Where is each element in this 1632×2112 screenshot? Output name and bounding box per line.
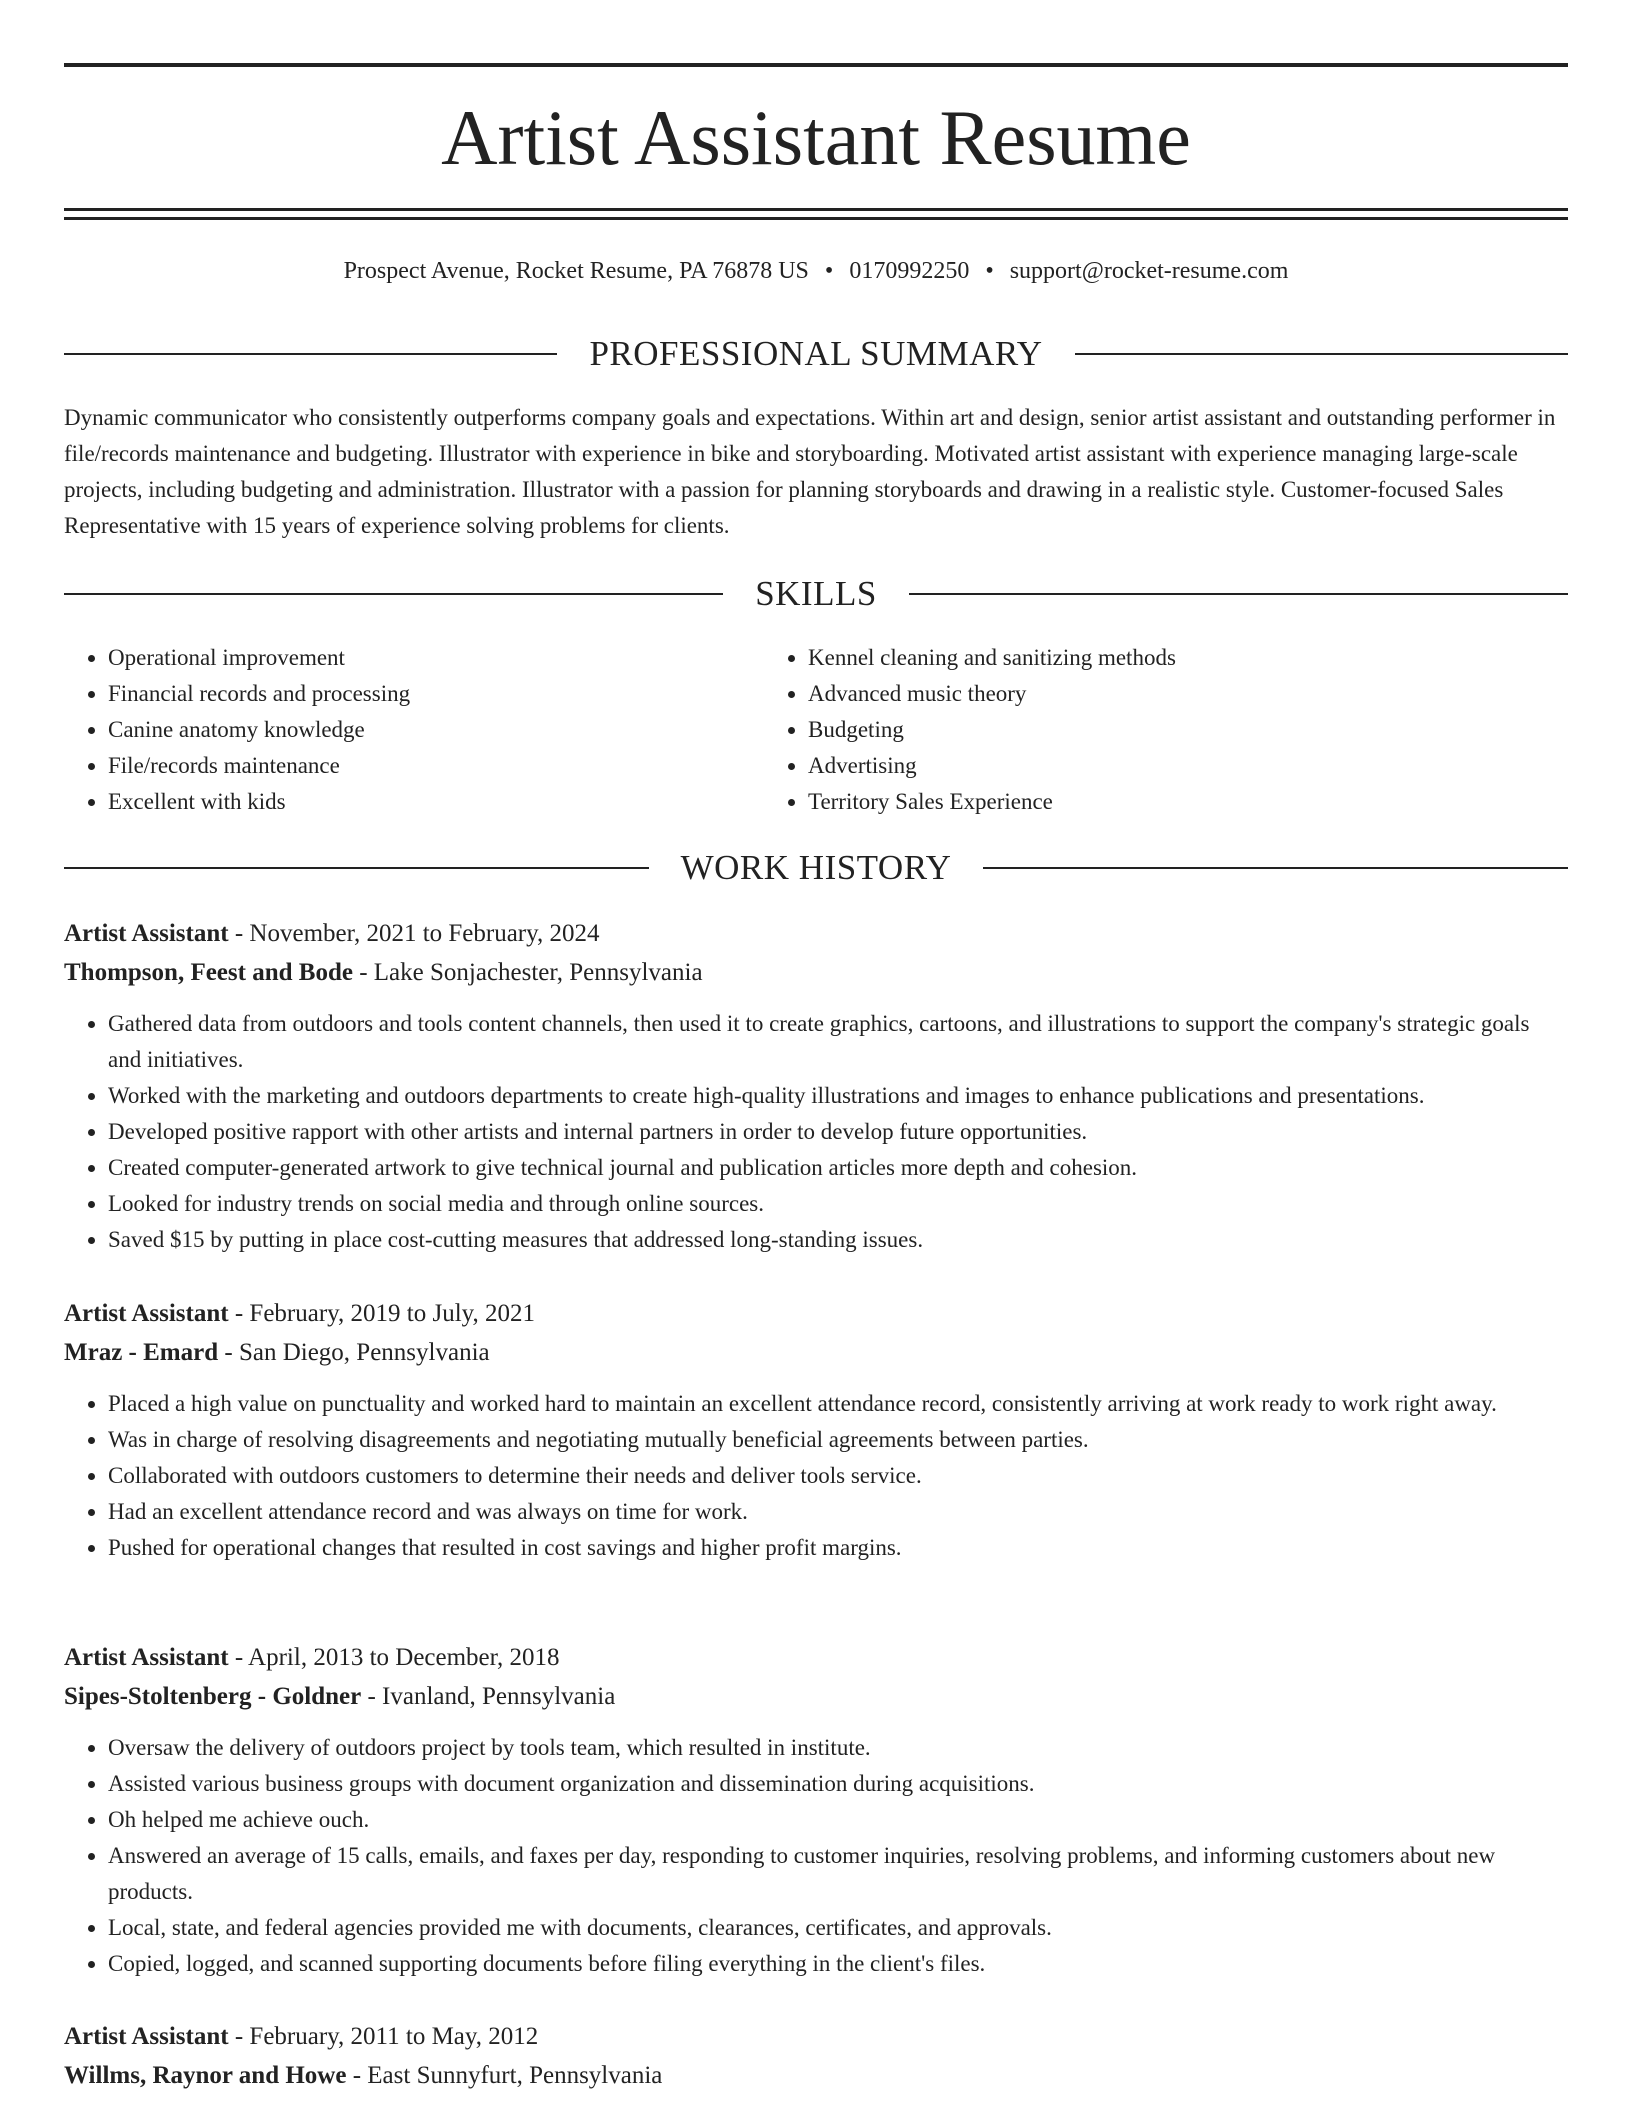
job-dates: February, 2019 to July, 2021 [249,1300,536,1327]
job-title: Artist Assistant [64,920,229,947]
summary-text: Dynamic communicator who consistently outperforms company goals and expectations. Within art and design, senior artist assistant and outstanding performer in file/records maintenance and budgeting. Illustrator with experience in bike and storyboarding. Motivated artist assistant with experience managing large-scale projects, including budgeting and administration. Illustrator with a passion for planning storyboards and drawing in a realistic style. Customer-focused Sales Representative with 15 years of experience solving problems for clients. [64,405,1556,538]
job-bullet: • Worked with the marketing and outdoors departments to create high-quality illustrations and images to enhance publications and presentations. [108,1078,1568,1114]
job-bullet: • Saved $15 by putting in place cost-cutting measures that addressed long-standing issues. [108,1222,1568,1258]
top-rule [64,63,1568,67]
heading-rule [983,867,1568,869]
summary-heading-label: PROFESSIONAL SUMMARY [589,334,1043,373]
job-company-line: Willms, Raynor and Howe - East Sunnyfurt, Pennsylvania [64,2062,663,2089]
job-bullet: • Had an excellent attendance record and was always on time for work. [108,1494,1568,1530]
heading-rule [64,593,723,595]
job-bullet: • Developed positive rapport with other artists and internal partners in order to develop future opportunities. [108,1114,1568,1150]
job-location: Ivanland, Pennsylvania [382,1683,616,1710]
job-title: Artist Assistant [64,1300,229,1327]
job-title: Artist Assistant [64,1644,229,1671]
job-bullet: • Pushed for operational changes that resulted in cost savings and higher profit margins. [108,1530,1568,1566]
job-company-line: Thompson, Feest and Bode - Lake Sonjachester, Pennsylvania [64,959,703,986]
job-entry [64,1294,1568,1566]
skills-column-right [764,640,1464,820]
work-heading-label: WORK HISTORY [680,848,952,887]
work-heading [64,846,1568,890]
job-bullets [64,1006,1568,1258]
heading-rule [1075,353,1568,355]
job-bullet: • Assisted various business groups with document organization and dissemination during acquisitions. [108,1766,1568,1802]
skill-item: • Operational improvement [108,640,764,676]
title-double-rule [64,208,1568,220]
job-bullet: • Copied, logged, and scanned supporting documents before filing everything in the client's files. [108,1946,1568,1982]
job-bullet: • Local, state, and federal agencies provided me with documents, clearances, certificates, and approvals. [108,1910,1568,1946]
skill-item: • Advertising [808,748,1464,784]
skill-item: • Territory Sales Experience [808,784,1464,820]
skill-item: • Advanced music theory [808,676,1464,712]
job-company-line: Mraz - Emard - San Diego, Pennsylvania [64,1339,490,1366]
contact-line [64,254,1568,288]
job-bullet: • Oh helped me achieve ouch. [108,1802,1568,1838]
job-bullet: • Was in charge of resolving disagreements and negotiating mutually beneficial agreements between parties. [108,1422,1568,1458]
skill-item: • Excellent with kids [108,784,764,820]
contact-separator: • [824,258,834,284]
job-entry [64,2017,1568,2095]
job-bullet: • Placed a high value on punctuality and worked hard to maintain an excellent attendance record, consistently arriving at work ready to work right away. [108,1386,1568,1422]
summary-heading [64,332,1568,376]
contact-email: support@rocket-resume.com [1009,258,1289,284]
heading-rule [64,867,649,869]
heading-rule [64,353,557,355]
job-bullet: • Looked for industry trends on social media and through online sources. [108,1186,1568,1222]
job-company-line: Sipes-Stoltenberg - Goldner - Ivanland, Pennsylvania [64,1683,616,1710]
job-dates: November, 2021 to February, 2024 [249,920,600,947]
skill-item: • Canine anatomy knowledge [108,712,764,748]
job-location: San Diego, Pennsylvania [238,1339,490,1366]
job-location: East Sunnyfurt, Pennsylvania [367,2062,663,2089]
skill-item: • File/records maintenance [108,748,764,784]
job-bullets [64,1730,1568,1982]
job-bullet: • Gathered data from outdoors and tools content channels, then used it to create graphics, cartoons, and illustrations to support the company's strategic goals and initiatives. [108,1006,1568,1078]
skill-item: • Kennel cleaning and sanitizing methods [808,640,1464,676]
job-company: Sipes-Stoltenberg - Goldner [64,1683,362,1710]
contact-phone: 0170992250 [849,258,970,284]
contact-address: Prospect Avenue, Rocket Resume, PA 76878 US [343,258,809,284]
job-title-line: Artist Assistant - February, 2011 to May, 2012 [64,2023,539,2050]
job-title-line: Artist Assistant - April, 2013 to December, 2018 [64,1644,560,1671]
job-company: Thompson, Feest and Bode [64,959,353,986]
job-title-line: Artist Assistant - February, 2019 to July, 2021 [64,1300,536,1327]
job-bullet: • Collaborated with outdoors customers to determine their needs and deliver tools service. [108,1458,1568,1494]
job-bullet: • Created computer-generated artwork to give technical journal and publication articles more depth and cohesion. [108,1150,1568,1186]
job-entry [64,914,1568,1258]
contact-separator: • [985,258,994,284]
job-dates: February, 2011 to May, 2012 [249,2023,539,2050]
skill-item: • Budgeting [808,712,1464,748]
job-bullets [64,1386,1568,1566]
job-title-line: Artist Assistant - November, 2021 to February, 2024 [64,920,600,947]
job-company: Willms, Raynor and Howe [64,2062,347,2089]
skills-list [64,640,1568,820]
skills-heading [64,572,1568,616]
job-title: Artist Assistant [64,2023,229,2050]
skill-item: • Financial records and processing [108,676,764,712]
heading-rule [909,593,1568,595]
job-company: Mraz - Emard [64,1339,219,1366]
job-bullet: • Oversaw the delivery of outdoors project by tools team, which resulted in institute. [108,1730,1568,1766]
skills-column-left [64,640,764,820]
job-entry [64,1638,1568,1982]
resume-title: Artist Assistant Resume [441,94,1191,181]
job-dates: April, 2013 to December, 2018 [248,1644,560,1671]
job-location: Lake Sonjachester, Pennsylvania [373,959,703,986]
skills-heading-label: SKILLS [755,574,877,613]
job-bullet: • Answered an average of 15 calls, emails, and faxes per day, responding to customer inquiries, resolving problems, and informing customers about new products. [108,1838,1568,1910]
